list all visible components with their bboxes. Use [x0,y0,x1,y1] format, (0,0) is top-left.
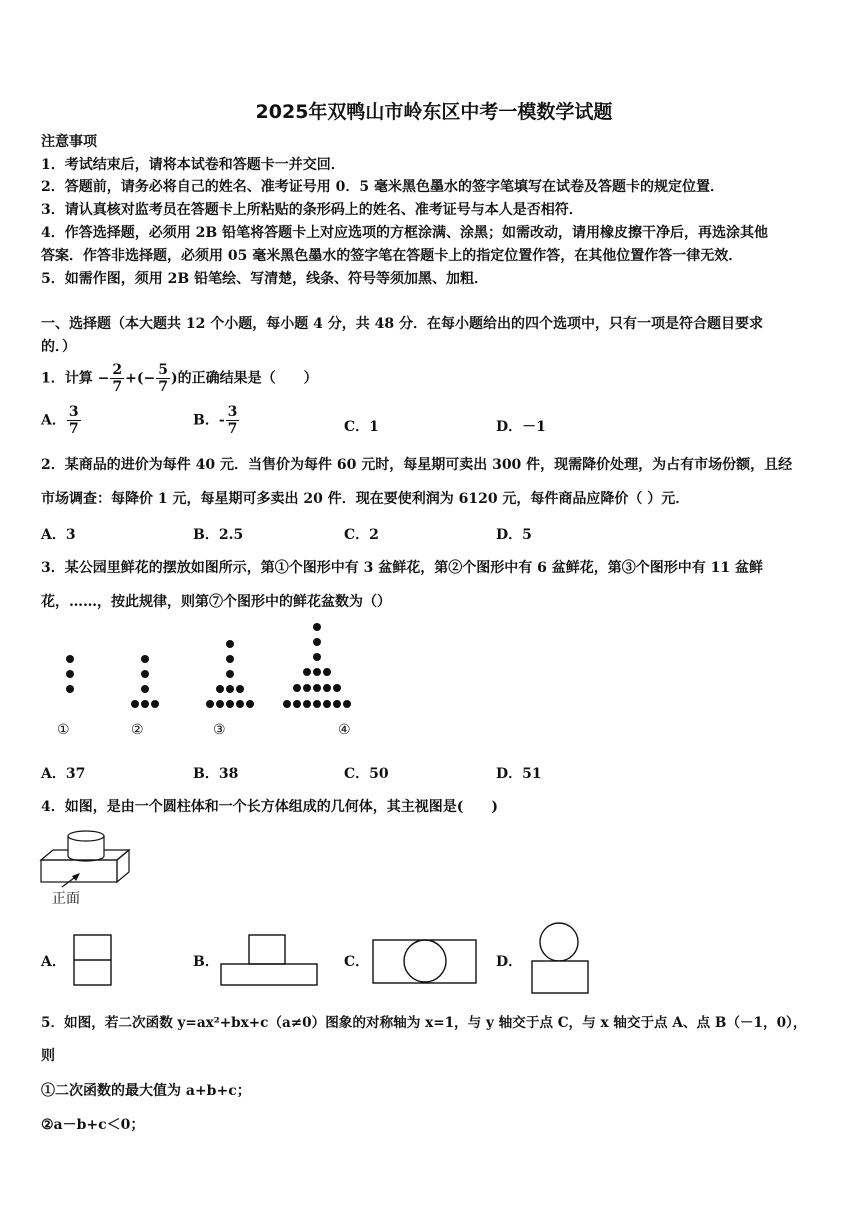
figure-label: ② [131,722,144,738]
notice-item: 3．请认真核对监考员在答题卡上所粘贴的条形码上的姓名、准考证号与本人是否相符． [41,202,583,218]
option-b[interactable]: B．2.5 [193,527,244,543]
option-b[interactable]: B．38 [193,766,239,782]
notice-item: 1．考试结束后，请将本试卷和答题卡一并交回． [41,157,345,173]
option-d[interactable]: D．5 [496,527,532,543]
fraction-numerator: 3 [68,404,79,420]
question-5: 5．如图，若二次函数 y=ax²+bx+c（a≠0）图象的对称轴为 x=1，与 y 轴交于点 C，与 x 轴交于点 A、点 B（－1，0）， [41,1015,807,1031]
notice-item: 5．如需作图，须用 2B 铅笔绘、写清楚，线条、符号等须加黑、加粗． [41,271,489,287]
option-c[interactable]: C．50 [344,766,389,782]
q1-suffix: )的正确结果是（ ） [170,370,318,387]
figure-label: ③ [213,722,226,738]
figure-label: ① [57,722,70,738]
front-view-label: 正面 [52,891,80,907]
fraction-denominator: 7 [158,379,168,395]
question-2: 2．某商品的进价为每件 40 元．当售价为每件 60 元时，每星期可卖出 300 件，现需降价处理，为占有市场份额，且经 [41,457,793,473]
option-d[interactable]: D．－1 [496,419,546,435]
option-c-shape [373,940,476,983]
fraction-denominator: 7 [68,421,79,437]
fraction-numerator: 2 [112,362,123,378]
figure-label: ④ [338,722,351,738]
option-d[interactable]: D． [496,954,523,970]
fraction-denominator: 7 [112,379,123,395]
section-heading: 一、选择题（本大题共 12 个小题，每小题 4 分，共 48 分．在每小题给出的四个选项中，只有一项是符合题目要求 [41,316,763,332]
option-label: B．- [193,412,225,429]
notice-item: 2．答题前，请务必将自己的姓名、准考证号用 0．5 毫米黑色墨水的签字笔填写在试卷及答题卡的规定位置． [41,179,724,195]
statement-1: ①二次函数的最大值为 a+b+c； [41,1083,251,1099]
option-c[interactable]: C． [344,954,370,970]
question-5-cont: 则 [41,1048,55,1064]
fraction-numerator: 3 [227,404,238,420]
fraction-numerator: 5 [158,362,168,378]
q1-operator: +(− [125,370,156,387]
cuboid-front [41,860,117,882]
q1-prefix: 1．计算 − [41,370,110,387]
cylinder-top [68,831,104,841]
option-a[interactable]: A．3 [41,527,76,543]
option-a[interactable]: A． [41,954,66,970]
statement-2: ②a－b+c＜0； [41,1117,145,1133]
notice-heading: 注意事项 [41,134,97,150]
option-label: A． [41,412,66,429]
cuboid-side [117,850,129,882]
option-b[interactable]: B． [193,954,219,970]
notice-item: 答案．作答非选择题，必须用 05 毫米黑色墨水的签字笔在答题卡上的指定位置作答，在其他位置作答一律无效． [41,248,743,264]
question-3: 3．某公园里鲜花的摆放如图所示，第①个图形中有 3 盆鲜花，第②个图形中有 6 盆鲜花，第③个图形中有 11 盆鲜 [41,560,763,576]
option-a[interactable]: A．37 [41,766,86,782]
section-heading-cont: 的．） [41,339,76,355]
option-c[interactable]: C．1 [344,419,379,435]
fraction-denominator: 7 [227,421,238,437]
notice-item: 4．作答选择题，必须用 2B 铅笔将答题卡上对应选项的方框涂满、涂黑；如需改动，请用橡皮擦干净后，再选涂其他 [41,225,769,241]
option-d[interactable]: D．51 [496,766,542,782]
question-2-cont: 市场调查：每降价 1 元，每星期可多卖出 20 件．现在要使利润为 6120 元，每件商品应降价（ ）元． [41,491,690,507]
question-4: 4．如图，是由一个圆柱体和一个长方体组成的几何体，其主视图是( ) [41,799,498,815]
page-title: 2025年双鸭山市岭东区中考一模数学试题 [255,101,613,123]
option-b-shape [249,935,285,964]
option-c[interactable]: C．2 [344,527,379,543]
question-3-cont: 花，……，按此规律，则第⑦个图形中的鲜花盆数为（） [41,594,391,610]
option-d-shape [540,923,578,961]
